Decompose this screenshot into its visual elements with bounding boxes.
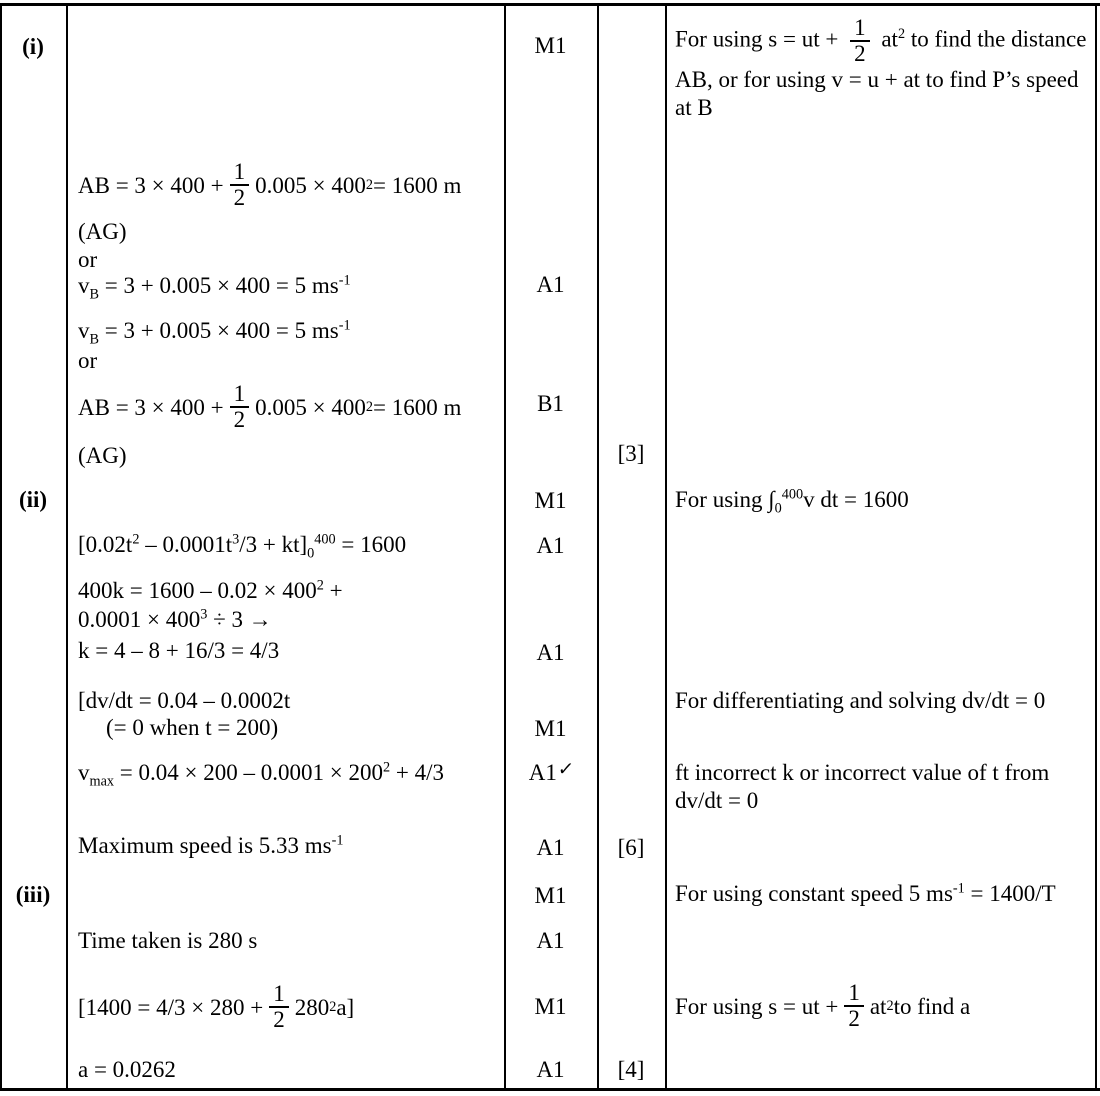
table-border-top (0, 3, 1100, 6)
col-divider-total (597, 3, 599, 1088)
comment-ii-differentiate: For differentiating and solving dv/dt = 0 (675, 688, 1046, 713)
part-label-i: (i) (22, 34, 44, 59)
mark-ii-a1-b: A1 (536, 640, 565, 665)
comment-iii-constant-speed: For using constant speed 5 $ms^{-1} = 1400/T$ (675, 880, 1056, 906)
comment-iii-suvat: For using s = ut + $\frac{1}{2}$ at 2 to find a (675, 979, 971, 1031)
work-line-400k-b: $0.0001 \times 400^3 \div 3$ → (78, 606, 272, 632)
mark-ii-m1-a: M1 (534, 488, 567, 513)
work-line-k-result: k = 4 – 8 + 16/3 = 4/3 (78, 638, 280, 663)
work-line-vb-2: $v_B = 3 + 0.005 \times 400 = 5$ $ms^{-1}$ (78, 317, 351, 348)
work-line-time-taken: Time taken is 280 s (78, 928, 258, 953)
mark-ii-m1-b: M1 (534, 716, 567, 741)
work-line-dvdt: [dv/dt = 0.04 – 0.0002t (78, 688, 291, 713)
total-part-ii: [6] (617, 835, 645, 860)
mark-i-m1: M1 (534, 33, 567, 58)
stacked-fraction: $\frac{1}{2}$ (230, 382, 250, 432)
comment-ii-integral: For using $\int_0^{400}v$ dt = 1600 (675, 486, 909, 517)
mark-i-a1: A1 (536, 272, 565, 297)
mark-iii-m1-b: M1 (534, 994, 567, 1019)
work-line-ag-2: (AG) (78, 443, 127, 468)
mark-iii-m1-a: M1 (534, 883, 567, 908)
work-line-or-1: or (78, 247, 98, 272)
table-border-left (0, 3, 2, 1091)
comment-ii-ft: ft incorrect k or incorrect value of t from dv/dt = 0 (675, 760, 1050, 813)
table-border-right (1095, 3, 1097, 1091)
work-line-max-speed: Maximum speed is 5.33 $ms^{-1}$ (78, 832, 344, 858)
mark-i-b1: B1 (537, 391, 564, 416)
stacked-fraction: $\frac{1}{2}$ (269, 982, 289, 1032)
part-label-iii: (iii) (15, 882, 51, 907)
mark-iii-a1-a: A1 (536, 928, 565, 953)
work-line-vmax: $v_{max} = 0.04 \times 200 - 0.0001 \times 200^2 + 4/3$ (78, 759, 444, 790)
work-line-a-result: a = 0.0262 (78, 1057, 176, 1082)
stacked-fraction: $\frac{1}{2}$ (850, 16, 870, 66)
col-divider-part (66, 3, 68, 1088)
mark-iii-a1-b: A1 (536, 1057, 565, 1082)
work-line-ag-1: (AG) (78, 219, 127, 244)
total-part-iii: [4] (617, 1057, 645, 1082)
work-line-400k-a: $400k = 1600 - 0.02 \times 400^2$ + (78, 577, 343, 603)
mark-ii-a1-a: A1 (536, 533, 565, 558)
stacked-fraction: $\frac{1}{2}$ (844, 981, 864, 1031)
mark-ii-a1-ft: A1✓ (504, 759, 597, 788)
work-line-integral: $[0.02t^2 - 0.0001t^3/3 + kt]_0^{400} = 1600$ (78, 531, 407, 562)
stacked-fraction: $\frac{1}{2}$ (230, 160, 250, 210)
mark-ii-a1-c: A1 (536, 835, 565, 860)
work-line-vb-1: $v_B = 3 + 0.005 \times 400 = 5$ $ms^{-1}$ (78, 272, 351, 303)
table-border-bottom (0, 1088, 1100, 1091)
total-part-i: [3] (617, 441, 645, 466)
col-divider-comment (665, 3, 667, 1088)
comment-i-suvat: For using s = ut + $\frac{1}{2}$ $at^2$ to find the distance AB, or for using v = u + at to find P’s speed at B (675, 15, 1087, 121)
work-line-ab-formula-2: AB = 3 × 400 + $\frac{1}{2}$ 0.005 × 400 2 = 1600 m (78, 380, 462, 432)
work-line-ab-formula-1: AB = 3 × 400 + $\frac{1}{2}$ 0.005 × 400 2 = 1600 m (78, 158, 462, 210)
work-line-1400-formula: [1400 = 4/3 × 280 + $\frac{1}{2}$ 280 2 a] (78, 980, 355, 1032)
work-line-or-2: or (78, 348, 98, 373)
ft-tick-icon: ✓ (556, 759, 575, 779)
part-label-ii: (ii) (18, 487, 48, 512)
work-line-when-t200: (= 0 when t = 200) (106, 715, 279, 740)
